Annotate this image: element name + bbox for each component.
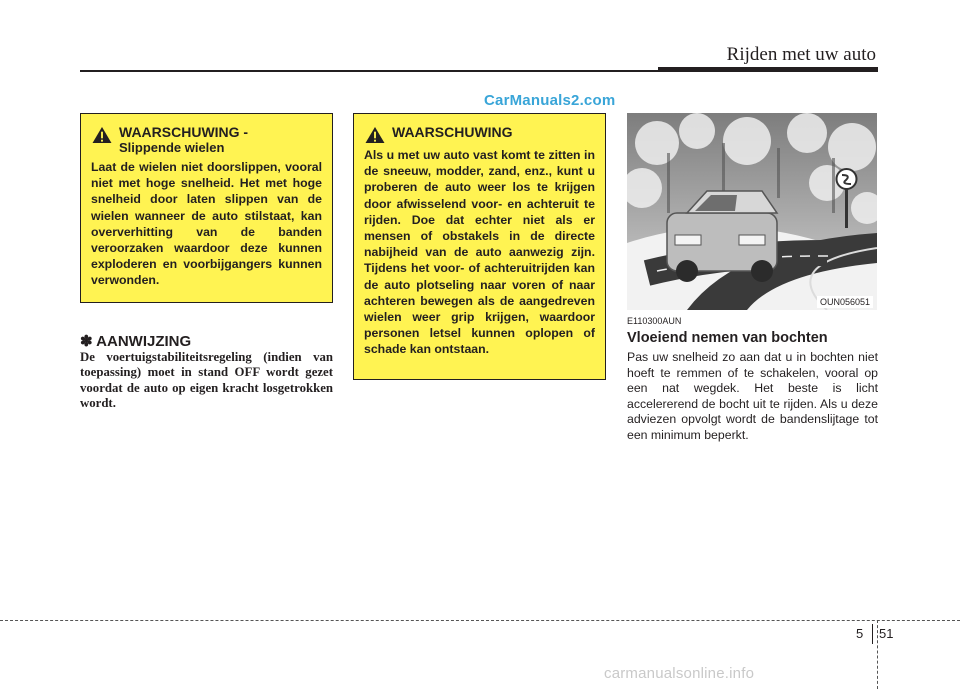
- section-code: E110300AUN: [627, 316, 682, 326]
- warning-body: Laat de wielen niet doorslippen, vooral niet met hoge snelheid. Het met hoge snelheid door laten slippen van de wielen wanneer de auto stilstaat, kan oververhitting van de banden veroorzaken waardoor deze kunnen exploderen en voorbijgangers kunnen verwonden.: [91, 160, 322, 288]
- warning-triangle-icon: [364, 126, 386, 144]
- watermark-link-top[interactable]: CarManuals2.com: [484, 92, 616, 109]
- warning-title: WAARSCHUWING: [392, 124, 513, 140]
- page-header-title: Rijden met uw auto: [726, 44, 876, 65]
- footer-vertical-rule: [877, 620, 878, 689]
- warning-header: [364, 124, 595, 144]
- warning-title-text: WAARSCHUWING -: [119, 124, 249, 140]
- chapter-number: 5: [856, 626, 864, 641]
- header-rule-accent: [658, 67, 878, 72]
- warning-title: [119, 124, 248, 156]
- note-body: De voertuigstabiliteitsregeling (indien van toepassing) moet in stand OFF wordt gezet voordat de auto op eigen kracht losgetrokken wordt.: [80, 350, 333, 410]
- section-body: Pas uw snelheid zo aan dat u in bochten niet hoeft te remmen of te schakelen, vooral op een nat wegdek. Het beste is licht accelererend de bocht uit te rijden. Als u deze adviezen opvolgt wordt de bandenslijtage tot een minimum beperkt.: [627, 350, 878, 442]
- warning-subtitle: Slippende wielen: [119, 140, 225, 155]
- page-number: 51: [879, 626, 894, 641]
- watermark-link-bottom[interactable]: carmanualsonline.info: [604, 665, 755, 682]
- snowy-road-car-photo: [627, 113, 877, 310]
- page-number-divider: [872, 624, 873, 644]
- warning-box-vast-zitten: [353, 113, 606, 380]
- snowy-road-illustration: [627, 113, 877, 310]
- note-heading: ✽ AANWIJZING: [80, 333, 192, 350]
- warning-body: Als u met uw auto vast komt te zitten in de sneeuw, modder, zand, enz., kunt u proberen de auto weer los te krijgen door afwisselend voor- en achteruit te rijden. Doe dat echter niet als er mensen of obstakels in de directe nabijheid van de auto aanwezig zijn. Tijdens het voor- of achteruitrijden kan de auto plotseling naar voren of naar achteren bewegen als de aangedreven wielen weer grip krijgen, waardoor personen letsel kunnen oplopen of schade kan ontstaan.: [364, 148, 595, 357]
- warning-header: [91, 124, 322, 156]
- footer-rule: [0, 620, 960, 621]
- warning-triangle-icon: [91, 126, 113, 144]
- section-title: Vloeiend nemen van bochten: [627, 330, 828, 346]
- photo-reference-label: OUN056051: [817, 296, 873, 308]
- warning-box-slippende-wielen: [80, 113, 333, 303]
